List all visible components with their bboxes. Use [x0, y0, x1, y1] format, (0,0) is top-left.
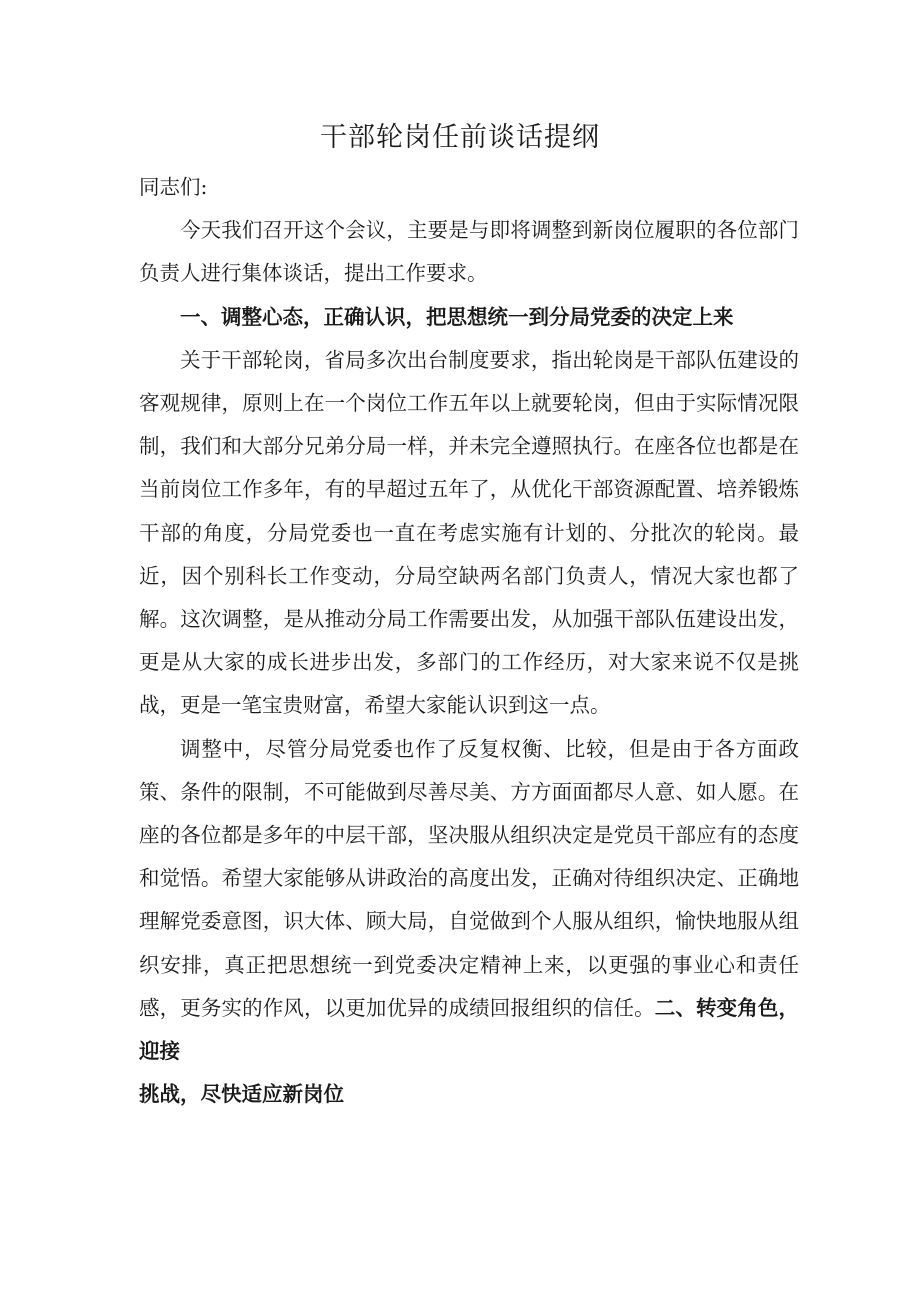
document-title: 干部轮岗任前谈话提纲 [320, 122, 600, 153]
section-2-heading-end: 挑战，尽快适应新岗位 [139, 1082, 344, 1107]
section-2-heading-start: 二、转变角色，迎接 [139, 995, 800, 1064]
salutation: 同志们: [139, 175, 208, 199]
body-paragraph-2-text: 调整中，尽管分局党委也作了反复权衡、比较，但是由于各方面政策、条件的限制，不可能做到尽善尽美、方方面面都尽人意、如人愿。在座的各位都是多年的中层干部，坚决服从组织决定是党员干部应有的态度和觉悟。希望大家能够从讲政治的高度出发，正确对待组织决定、正确地理解党委意图，识大体、顾大局，自觉做到个人服从组织，愉快地服从组织安排，真正把思想统一到党委决定精神上来，以更强的事业心和责任感，更务实的作风，以更加优异的成绩回报组织的信任。 [139, 736, 799, 1020]
body-paragraph-2 [139, 728, 799, 1074]
intro-paragraph: 今天我们召开这个会议，主要是与即将调整到新岗位履职的各位部门负责人进行集体谈话，提出工作要求。 [139, 218, 799, 286]
document-body [139, 166, 799, 1116]
section-1-heading: 一、调整心态，正确认识，把思想统一到分局党委的决定上来 [180, 304, 734, 329]
body-paragraph-1: 关于干部轮岗，省局多次出台制度要求，指出轮岗是干部队伍建设的客观规律，原则上在一个岗位工作五年以上就要轮岗，但由于实际情况限制，我们和大部分兄弟分局一样，并未完全遵照执行。在座各位也都是在当前岗位工作多年，有的早超过五年了，从优化干部资源配置、培养锻炼干部的角度，分局党委也一直在考虑实施有计划的、分批次的轮岗。最近，因个别科长工作变动，分局空缺两名部门负责人，情况大家也都了解。这次调整，是从推动分局工作需要出发，从加强干部队伍建设出发，更是从大家的成长进步出发，多部门的工作经历，对大家来说不仅是挑战，更是一笔宝贵财富，希望大家能认识到这一点。 [139, 347, 799, 718]
